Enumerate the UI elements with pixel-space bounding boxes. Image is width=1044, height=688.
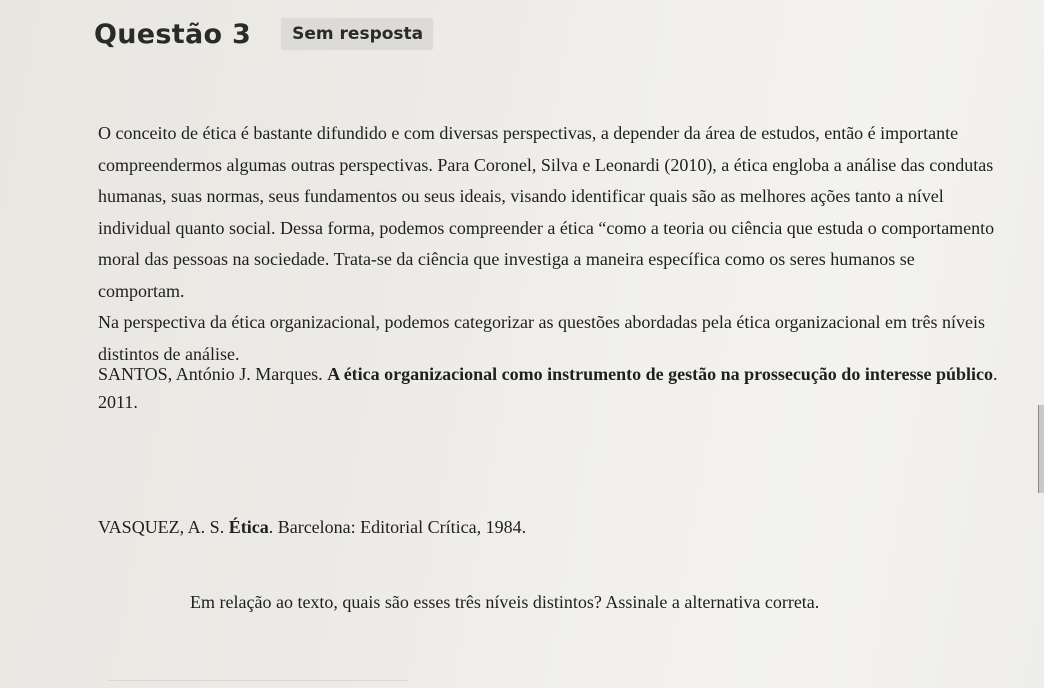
reference-vasquez-author: VASQUEZ, A. S. — [98, 517, 225, 537]
scrollbar[interactable] — [1038, 405, 1044, 493]
passage-paragraph-1: O conceito de ética é bastante difundido e com diversas perspectivas, a depender da área de estudos, então é importante compreendermos algumas outras perspectivas. Para Coronel, Silva e Leonardi (2010), a ética engloba a análise das condutas humanas, suas normas, seus fundamentos ou seus ideais, visando identificar quais são as melhores ações tanto a nível individual quanto social. Dessa forma, podemos compreender a ética “como a teoria ou ciência que estuda o comportamento moral das pessoas na sociedade. Trata-se da ciência que investiga a maneira específica como os seres humanos se comportam. — [98, 123, 995, 301]
reference-santos — [98, 360, 998, 416]
reference-santos-title: A ética organizacional como instrumento de gestão na prossecução do interesse público — [327, 364, 993, 384]
reference-santos-year: . 2011. — [98, 364, 998, 412]
question-prompt: Em relação ao texto, quais são esses três níveis distintos? Assinale a alternativa correta. — [190, 592, 820, 612]
reference-santos-author: SANTOS, António J. Marques. — [98, 364, 323, 384]
reference-vasquez-rest: . Barcelona: Editorial Crítica, 1984. — [268, 517, 527, 537]
reference-vasquez — [98, 513, 998, 541]
passage-paragraph-2: Na perspectiva da ética organizacional, podemos categorizar as questões abordadas pela ética organizacional em três níveis distintos de análise. — [98, 312, 985, 364]
divider — [108, 680, 408, 681]
status-badge: Sem resposta — [281, 18, 433, 50]
question-title: Questão 3 — [94, 18, 252, 50]
passage — [98, 118, 998, 370]
question-header — [94, 18, 433, 50]
reference-vasquez-title: Ética — [228, 517, 269, 537]
